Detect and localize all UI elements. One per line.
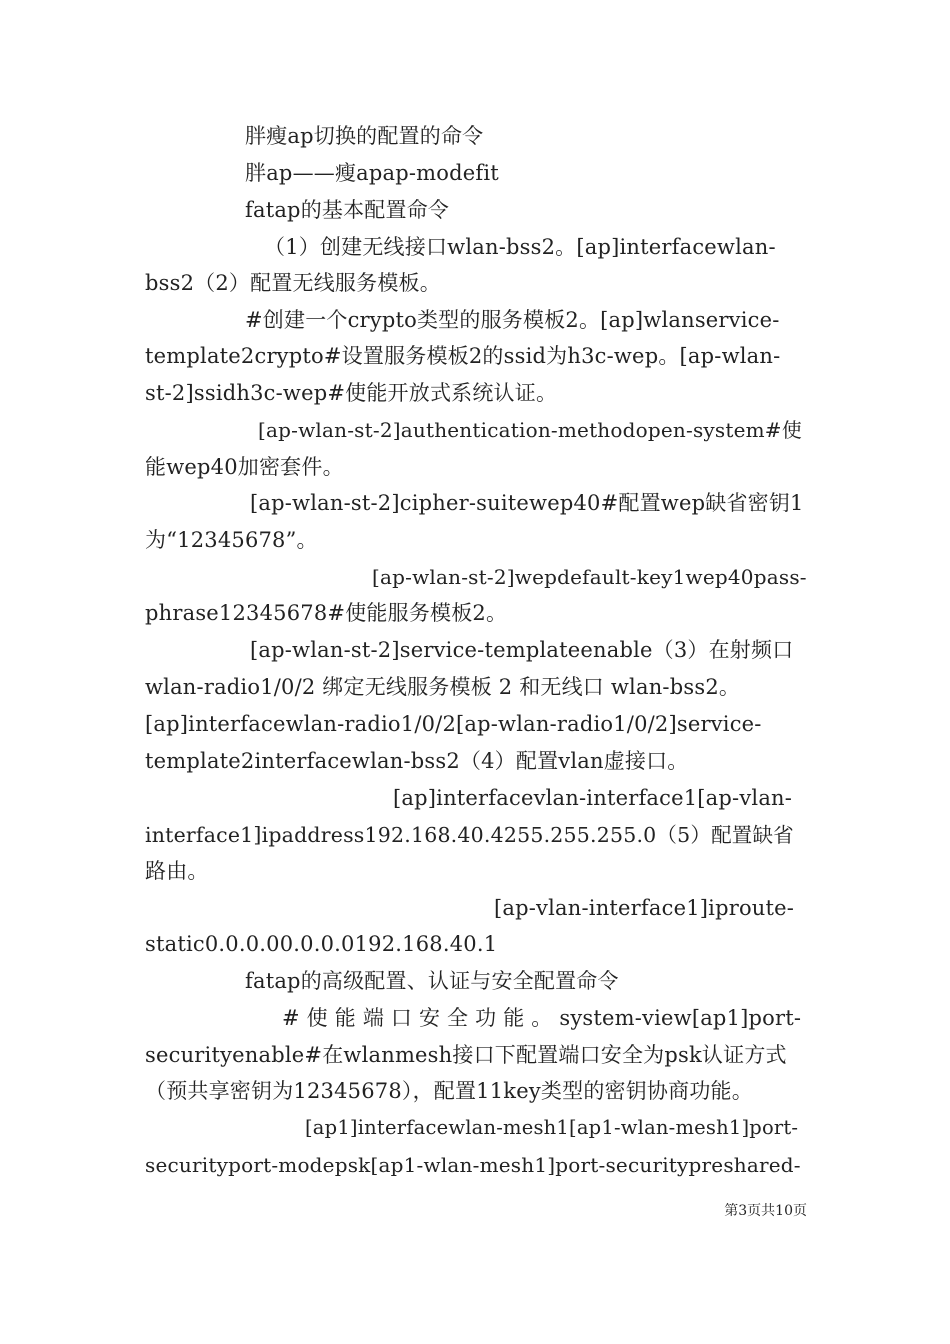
text-line: [ap-wlan-st-2]authentication-methodopen-system#使 bbox=[258, 418, 802, 442]
text-line: 胖瘦ap切换的配置的命令 bbox=[245, 124, 484, 148]
text-line: static0.0.0.00.0.0.0192.168.40.1 bbox=[145, 932, 498, 956]
text-line: 胖ap——瘦apap-modefit bbox=[245, 161, 499, 185]
text-line: [ap-vlan-interface1]iproute- bbox=[494, 896, 795, 920]
text-line: [ap-wlan-st-2]service-templateenable（3）在射频口 bbox=[250, 638, 794, 662]
text-line: st-2]ssidh3c-wep#使能开放式系统认证。 bbox=[145, 381, 558, 405]
text-line: #创建一个crypto类型的服务模板2。[ap]wlanservice- bbox=[245, 308, 780, 332]
text-line: （1）创建无线接口wlan-bss2。[ap]interfacewlan- bbox=[264, 235, 776, 259]
text-line: 为“12345678”。 bbox=[145, 528, 318, 552]
text-line: bss2（2）配置无线服务模板。 bbox=[145, 271, 441, 295]
text-line: 能wep40加密套件。 bbox=[145, 455, 344, 479]
text-line: [ap]interfacewlan-radio1/0/2[ap-wlan-radio1/0/2]service- bbox=[145, 712, 762, 736]
text-line: wlan-radio1/0/2 绑定无线服务模板 2 和无线口 wlan-bss2。 bbox=[145, 675, 741, 699]
text-line: # 使 能 端 口 安 全 功 能 。 system-view[ap1]port- bbox=[282, 1006, 802, 1030]
text-line: fatap的基本配置命令 bbox=[245, 198, 450, 222]
text-line: [ap1]interfacewlan-mesh1[ap1-wlan-mesh1]port- bbox=[305, 1116, 799, 1139]
text-line: 路由。 bbox=[145, 859, 209, 883]
text-line: [ap-wlan-st-2]cipher-suitewep40#配置wep缺省密钥1 bbox=[250, 491, 804, 515]
text-line: phrase12345678#使能服务模板2。 bbox=[145, 601, 508, 625]
text-line: interface1]ipaddress192.168.40.4255.255.255.0（5）配置缺省 bbox=[145, 823, 794, 847]
text-line: template2interfacewlan-bss2（4）配置vlan虚接口。 bbox=[145, 749, 689, 773]
text-line: [ap]interfacevlan-interface1[ap-vlan- bbox=[393, 786, 793, 810]
text-line: [ap-wlan-st-2]wepdefault-key1wep40pass- bbox=[372, 565, 807, 589]
page-number: 第3页共10页 bbox=[724, 1203, 807, 1219]
text-line: template2crypto#设置服务模板2的ssid为h3c-wep。[ap-wlan- bbox=[145, 344, 781, 368]
text-line: fatap的高级配置、认证与安全配置命令 bbox=[245, 969, 619, 993]
text-line: securityenable#在wlanmesh接口下配置端口安全为psk认证方式 bbox=[145, 1043, 787, 1067]
text-line: （预共享密钥为12345678），配置11key类型的密钥协商功能。 bbox=[145, 1079, 753, 1103]
text-line: securityport-modepsk[ap1-wlan-mesh1]port-securitypreshared- bbox=[145, 1153, 801, 1177]
